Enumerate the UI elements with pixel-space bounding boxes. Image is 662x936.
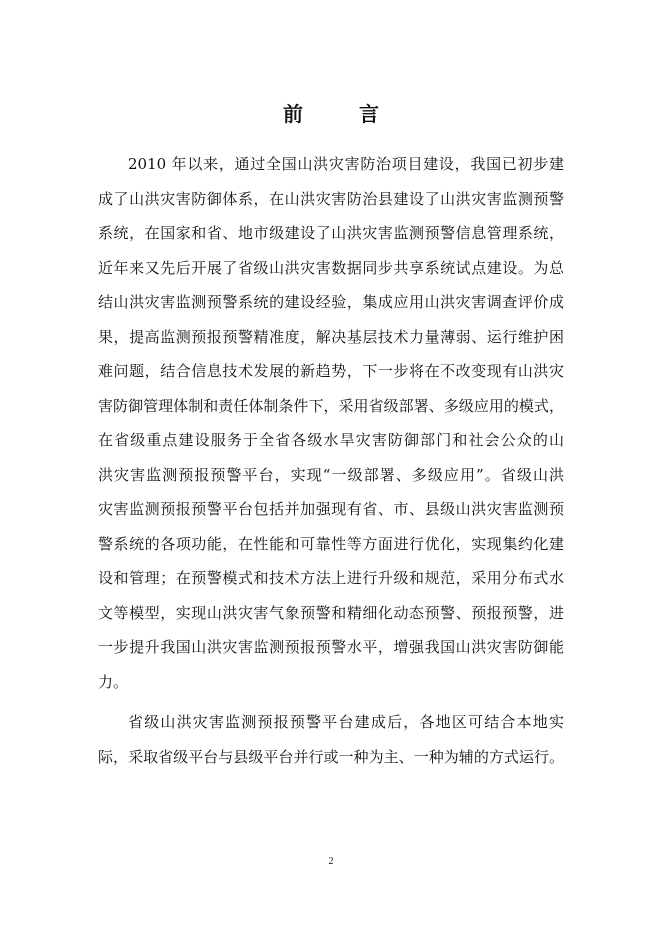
paragraph-line: 在省级重点建设服务于全省各级水旱灾害防御部门和社会公众的山: [98, 431, 564, 449]
paragraph-line: 力。: [98, 672, 129, 691]
paragraph-line: 系统，在国家和省、地市级建设了山洪灾害监测预警信息管理系统，: [98, 224, 564, 242]
paragraph-line: 果，提高监测预报预警精准度，解决基层技术力量薄弱、运行维护困: [98, 327, 564, 346]
page-title: 前 言: [283, 102, 397, 126]
paragraph-line: 成了山洪灾害防御体系，在山洪灾害防治县建设了山洪灾害监测预警: [98, 189, 564, 208]
paragraph-line: 灾害监测预报预警平台包括并加强现有省、市、县级山洪灾害监测预: [98, 500, 564, 518]
paragraph-line: 警系统的各项功能，在性能和可靠性等方面进行优化，实现集约化建: [98, 534, 564, 553]
paragraph-line: 省级山洪灾害监测预报预警平台建成后，各地区可结合本地实: [128, 713, 564, 731]
paragraph-line: 近年来又先后开展了省级山洪灾害数据同步共享系统试点建设。为总: [98, 258, 564, 277]
paragraph-line: 洪灾害监测预报预警平台，实现“一级部署、多级应用”。省级山洪: [98, 465, 564, 484]
paragraph-1: [98, 147, 564, 699]
paragraph-line: 结山洪灾害监测预警系统的建设经验，集成应用山洪灾害调查评价成: [98, 293, 564, 311]
paragraph-line: 设和管理；在预警模式和技术方法上进行升级和规范，采用分布式水: [98, 569, 564, 587]
paragraph-line: 一步提升我国山洪灾害监测预报预警水平，增强我国山洪灾害防御能: [98, 638, 564, 656]
page-number: 2: [328, 856, 334, 867]
paragraph-2: [98, 705, 564, 774]
paragraph-line: 文等模型，实现山洪灾害气象预警和精细化动态预警、预报预警，进: [98, 603, 564, 622]
paragraph-line: 2010 年以来，通过全国山洪灾害防治项目建设，我国已初步建: [128, 155, 564, 173]
paragraph-line: 际，采取省级平台与县级平台并行或一种为主、一种为辅的方式运行。: [98, 747, 564, 766]
paragraph-line: 害防御管理体制和责任体制条件下，采用省级部署、多级应用的模式，: [98, 396, 564, 415]
paragraph-line: 难问题，结合信息技术发展的新趋势，下一步将在不改变现有山洪灾: [98, 362, 564, 380]
